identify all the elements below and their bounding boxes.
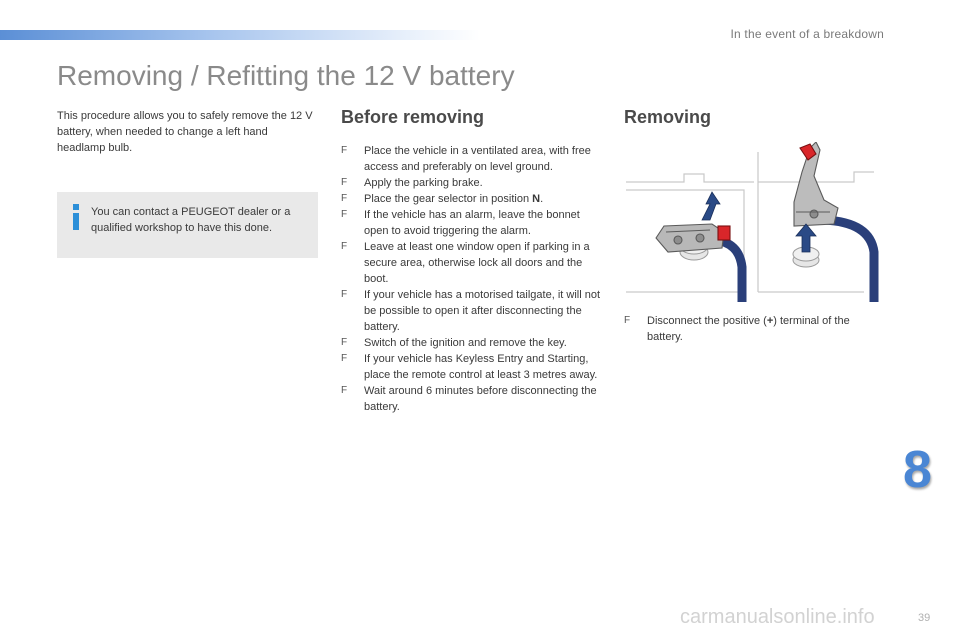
list-item — [341, 335, 603, 351]
watermark: carmanualsonline.info — [680, 606, 875, 628]
list-item — [341, 175, 603, 191]
page-title: Removing / Refitting the 12 V battery — [57, 60, 515, 91]
list-item — [341, 207, 603, 239]
bullet-icon: F — [341, 145, 348, 156]
bullet-icon: F — [341, 289, 348, 300]
battery-terminal-illustration — [624, 142, 880, 302]
list-item-text: Place the gear selector in position N. — [364, 193, 544, 205]
removing-steps — [624, 313, 880, 345]
before-removing-heading: Before removing — [341, 107, 485, 127]
intro-text: This procedure allows you to safely remove the 12 V battery, when needed to change a left hand headlamp bulb. — [57, 110, 313, 154]
list-item-text: If the vehicle has an alarm, leave the bonnet open to avoid triggering the alarm. — [364, 209, 580, 237]
header-gradient-bar — [0, 30, 480, 40]
bullet-icon: F — [341, 353, 348, 364]
section-header: In the event of a breakdown — [730, 27, 884, 41]
bullet-icon: F — [341, 209, 348, 220]
bullet-icon: F — [341, 337, 348, 348]
info-text: You can contact a PEUGEOT dealer or a qualified workshop to have this done. — [91, 206, 291, 234]
list-item — [341, 351, 603, 383]
removing-heading: Removing — [624, 107, 712, 127]
list-item — [341, 383, 603, 415]
bullet-icon: F — [341, 177, 348, 188]
list-item-text: Switch of the ignition and remove the key. — [364, 337, 567, 349]
list-item-text: If your vehicle has Keyless Entry and Starting, place the remote control at least 3 metres away. — [364, 353, 598, 381]
bullet-icon: F — [341, 385, 348, 396]
info-icon — [71, 204, 81, 230]
page-number: 39 — [918, 612, 931, 624]
list-item-text: Wait around 6 minutes before disconnecting the battery. — [364, 385, 597, 413]
bullet-icon: F — [341, 193, 348, 204]
list-item-text: Apply the parking brake. — [364, 177, 483, 189]
list-item — [624, 313, 880, 345]
chapter-number: 8 — [903, 441, 932, 499]
list-item — [341, 191, 603, 207]
bullet-icon: F — [341, 241, 348, 252]
list-item-text: If your vehicle has a motorised tailgate, it will not be possible to open it after disconnecting the battery. — [364, 289, 601, 333]
list-item — [341, 239, 603, 287]
list-item — [341, 287, 603, 335]
list-item — [341, 143, 603, 175]
bullet-icon: F — [624, 315, 631, 326]
before-removing-steps — [341, 143, 603, 415]
info-box — [57, 192, 318, 258]
list-item-text: Disconnect the positive (+) terminal of the battery. — [647, 315, 850, 343]
list-item-text: Leave at least one window open if parking in a secure area, otherwise lock all doors and the boot. — [364, 241, 590, 285]
list-item-text: Place the vehicle in a ventilated area, with free access and preferably on level ground. — [364, 145, 591, 173]
